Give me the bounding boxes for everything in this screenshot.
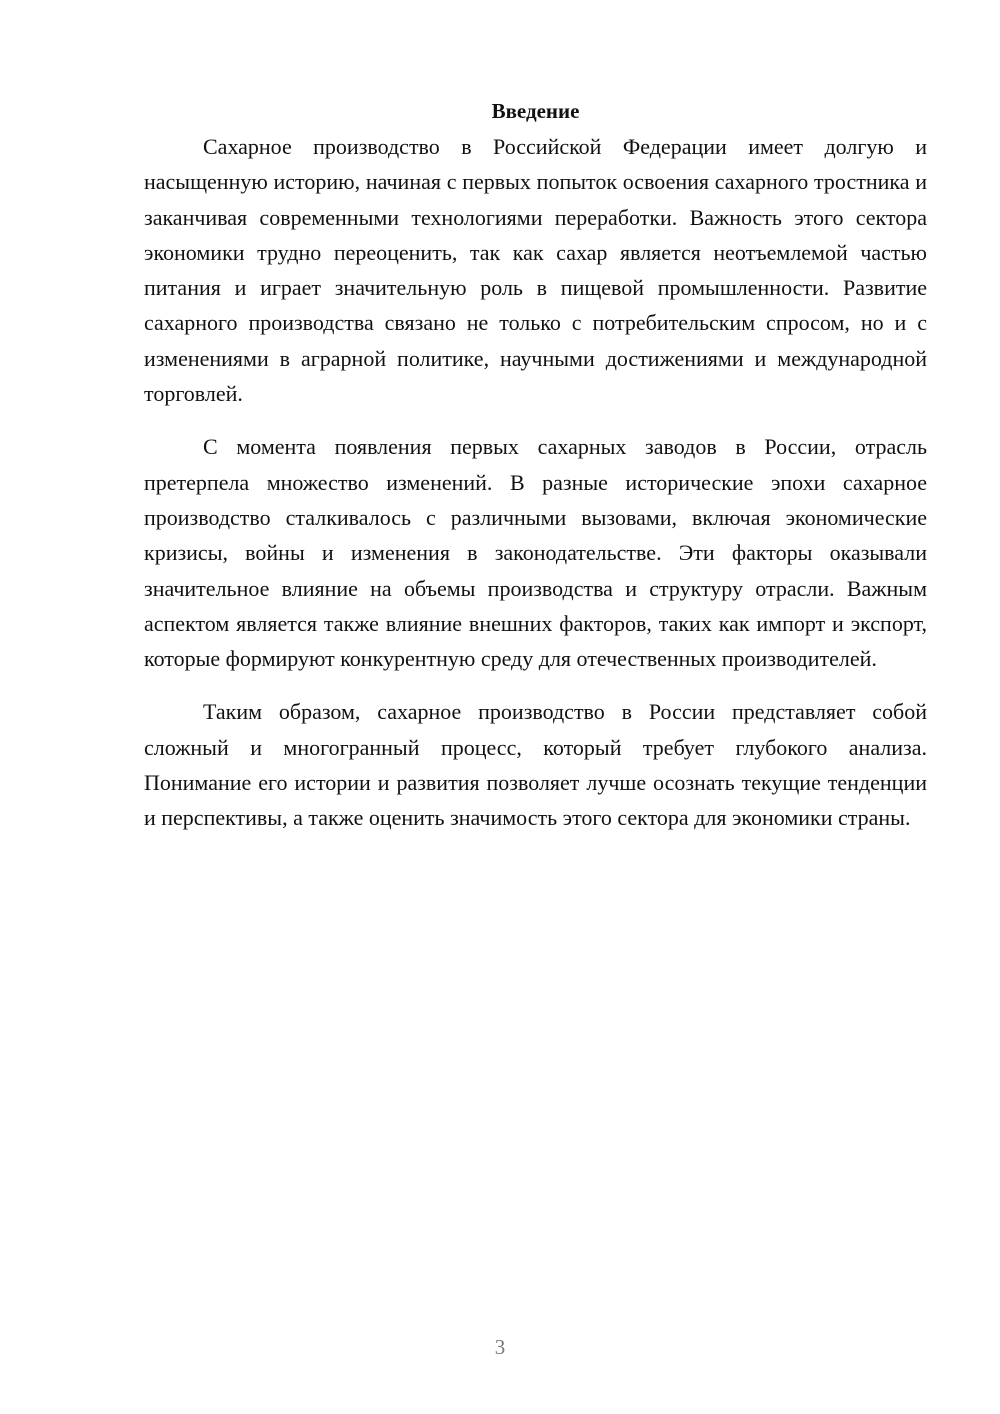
section-heading: Введение — [491, 99, 580, 123]
page-content — [144, 96, 927, 854]
paragraph-2: С момента появления первых сахарных заводов в России, отрасль претерпела множество изменений. В разные исторические эпохи сахарное производство сталкивалось с различными вызовами, включая экономические кризисы, войны и изменения в законодательстве. Эти факторы оказывали значительное влияние на объемы производства и структуру отрасли. Важным аспектом является также влияние внешних факторов, таких как импорт и экспорт, которые формируют конкурентную среду для отечественных производителей. — [144, 434, 927, 672]
paragraph-3: Таким образом, сахарное производство в России представляет собой сложный и многогранный процесс, который требует глубокого анализа. Понимание его истории и развития позволяет лучше осознать текущие тенденции и перспективы, а также оценить значимость этого сектора для экономики страны. — [144, 699, 927, 831]
page-number: 3 — [494, 1335, 506, 1359]
paragraph-1: Сахарное производство в Российской Федерации имеет долгую и насыщенную историю, начиная с первых попыток освоения сахарного тростника и заканчивая современными технологиями переработки. Важность этого сектора экономики трудно переоценить, так как сахар является неотъемлемой частью питания и играет значительную роль в пищевой промышленности. Развитие сахарного производства связано не только с потребительским спросом, но и с изменениями в аграрной политике, научными достижениями и международной торговлей. — [144, 134, 927, 407]
